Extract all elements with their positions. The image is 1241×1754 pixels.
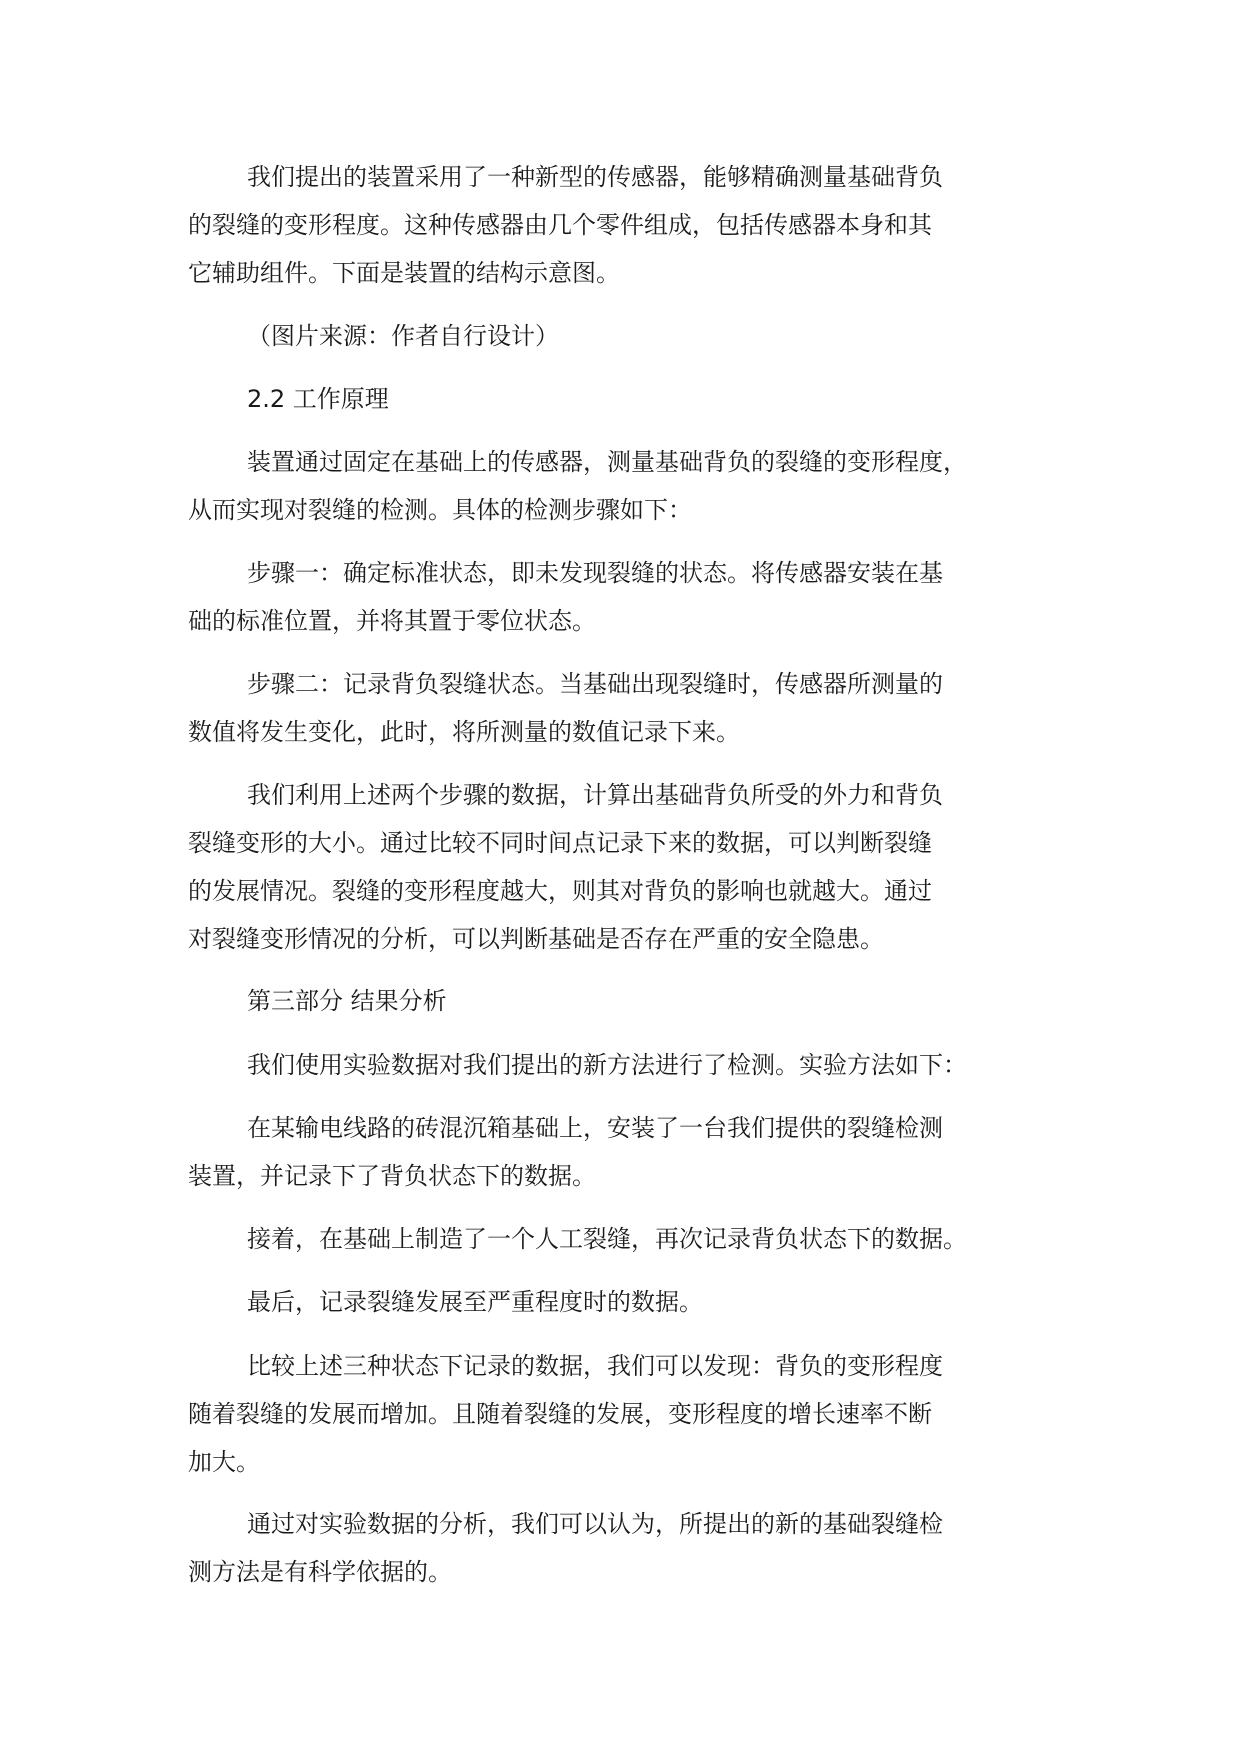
text-line: 我们利用上述两个步骤的数据，计算出基础背负所受的外力和背负 <box>247 781 943 809</box>
text-line: 的裂缝的变形程度。这种传感器由几个零件组成，包括传感器本身和其 <box>188 211 932 239</box>
text-line: 础的标准位置，并将其置于零位状态。 <box>188 607 596 635</box>
text-line: 比较上述三种状态下记录的数据，我们可以发现：背负的变形程度 <box>247 1352 943 1380</box>
paragraph-step-one <box>188 549 1068 645</box>
text-line: 它辅助组件。下面是装置的结构示意图。 <box>188 259 620 287</box>
text-line: （图片来源：作者自行设计） <box>247 322 559 350</box>
text-line: 步骤二：记录背负裂缝状态。当基础出现裂缝时，传感器所测量的 <box>247 670 943 698</box>
text-line: 接着，在基础上制造了一个人工裂缝，再次记录背负状态下的数据。 <box>247 1225 967 1253</box>
text-line: 我们提出的装置采用了一种新型的传感器，能够精确测量基础背负 <box>247 163 943 191</box>
section-heading-working-principle <box>188 375 1068 423</box>
paragraph-step-two <box>188 660 1068 756</box>
text-line: 数值将发生变化，此时，将所测量的数值记录下来。 <box>188 718 740 746</box>
text-line: 从而实现对裂缝的检测。具体的检测步骤如下： <box>188 496 692 524</box>
paragraph-device-description <box>188 153 1068 297</box>
paragraph-final-record <box>188 1278 1068 1326</box>
paragraph-installation <box>188 1104 1068 1200</box>
paragraph-principle <box>188 438 1068 534</box>
text-line: 对裂缝变形情况的分析，可以判断基础是否存在严重的安全隐患。 <box>188 925 884 953</box>
text-line: 步骤一：确定标准状态，即未发现裂缝的状态。将传感器安装在基 <box>247 559 943 587</box>
paragraph-experiment-intro <box>188 1041 1068 1089</box>
paragraph-data-analysis <box>188 771 1068 963</box>
text-line: 最后，记录裂缝发展至严重程度时的数据。 <box>247 1288 703 1316</box>
paragraph-comparison <box>188 1342 1068 1486</box>
text-line: 装置，并记录下了背负状态下的数据。 <box>188 1162 596 1190</box>
paragraph-conclusion <box>188 1500 1068 1596</box>
text-line: 裂缝变形的大小。通过比较不同时间点记录下来的数据，可以判断裂缝 <box>188 829 932 857</box>
text-line: 2.2 工作原理 <box>247 385 389 413</box>
paragraph-artificial-crack <box>188 1215 1068 1263</box>
text-line: 在某输电线路的砖混沉箱基础上，安装了一台我们提供的裂缝检测 <box>247 1114 943 1142</box>
section-heading-results <box>188 977 1068 1025</box>
text-line: 测方法是有科学依据的。 <box>188 1558 452 1586</box>
text-line: 通过对实验数据的分析，我们可以认为，所提出的新的基础裂缝检 <box>247 1510 943 1538</box>
text-line: 随着裂缝的发展而增加。且随着裂缝的发展，变形程度的增长速率不断 <box>188 1400 932 1428</box>
paragraph-image-source <box>188 312 1068 360</box>
text-line: 装置通过固定在基础上的传感器，测量基础背负的裂缝的变形程度， <box>247 448 967 476</box>
text-line: 第三部分 结果分析 <box>247 987 447 1015</box>
text-line: 加大。 <box>188 1448 260 1476</box>
text-line: 我们使用实验数据对我们提出的新方法进行了检测。实验方法如下： <box>247 1051 967 1079</box>
text-line: 的发展情况。裂缝的变形程度越大，则其对背负的影响也就越大。通过 <box>188 877 932 905</box>
